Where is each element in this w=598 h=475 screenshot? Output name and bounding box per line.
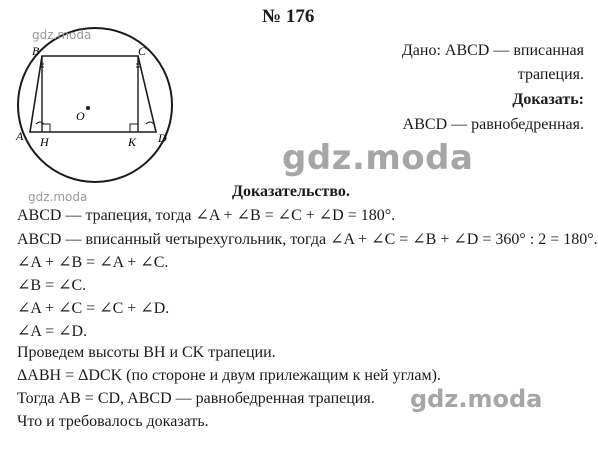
proof-line-4: ∠B = ∠C. xyxy=(17,277,87,294)
watermark-small-top: gdz.moda xyxy=(32,28,92,42)
right-angle-h xyxy=(42,124,50,132)
watermark-small-left: gdz.moda xyxy=(28,190,88,204)
problem-number: № 176 xyxy=(262,6,315,27)
watermark-mid: gdz.moda xyxy=(410,385,543,413)
label-a: A xyxy=(16,129,24,143)
label-b: B xyxy=(32,44,40,58)
proof-line-7: Проведем высоты BH и CK трапеции. xyxy=(17,344,276,361)
prove-heading: Доказать: xyxy=(512,91,584,108)
label-o: O xyxy=(76,109,85,123)
watermark-large: gdz.moda xyxy=(282,138,474,178)
inscribed-trapezoid-figure xyxy=(10,20,180,190)
label-h: H xyxy=(40,135,49,149)
label-k: K xyxy=(128,135,137,149)
prove-statement: ABCD — равнобедренная. xyxy=(402,116,584,133)
proof-line-8: ΔABH = ΔDCK (по стороне и двум прилежащим к ней углам). xyxy=(17,367,441,384)
center-point-o xyxy=(86,106,90,110)
proof-line-2: ABCD — вписанный четырехугольник, тогда ∠A + ∠C = ∠B + ∠D = 360° : 2 = 180°. xyxy=(17,231,598,248)
label-c: C xyxy=(138,44,147,58)
proof-heading: Доказательство. xyxy=(232,183,350,200)
proof-line-1: ABCD — трапеция, тогда ∠A + ∠B = ∠C + ∠D = 180°. xyxy=(17,207,396,224)
proof-line-10: Что и требовалось доказать. xyxy=(17,413,209,430)
given-line-2: трапеция. xyxy=(517,66,584,83)
given-line-1: Дано: ABCD — вписанная xyxy=(401,42,584,59)
right-angle-k xyxy=(130,124,138,132)
proof-line-6: ∠A = ∠D. xyxy=(17,323,88,340)
proof-line-5: ∠A + ∠C = ∠C + ∠D. xyxy=(17,300,170,317)
proof-line-3: ∠A + ∠B = ∠A + ∠C. xyxy=(17,254,169,271)
label-d: D xyxy=(158,131,167,145)
angle-mark-d xyxy=(146,122,154,124)
proof-line-9: Тогда AB = CD, ABCD — равнобедренная трапеция. xyxy=(17,390,375,407)
